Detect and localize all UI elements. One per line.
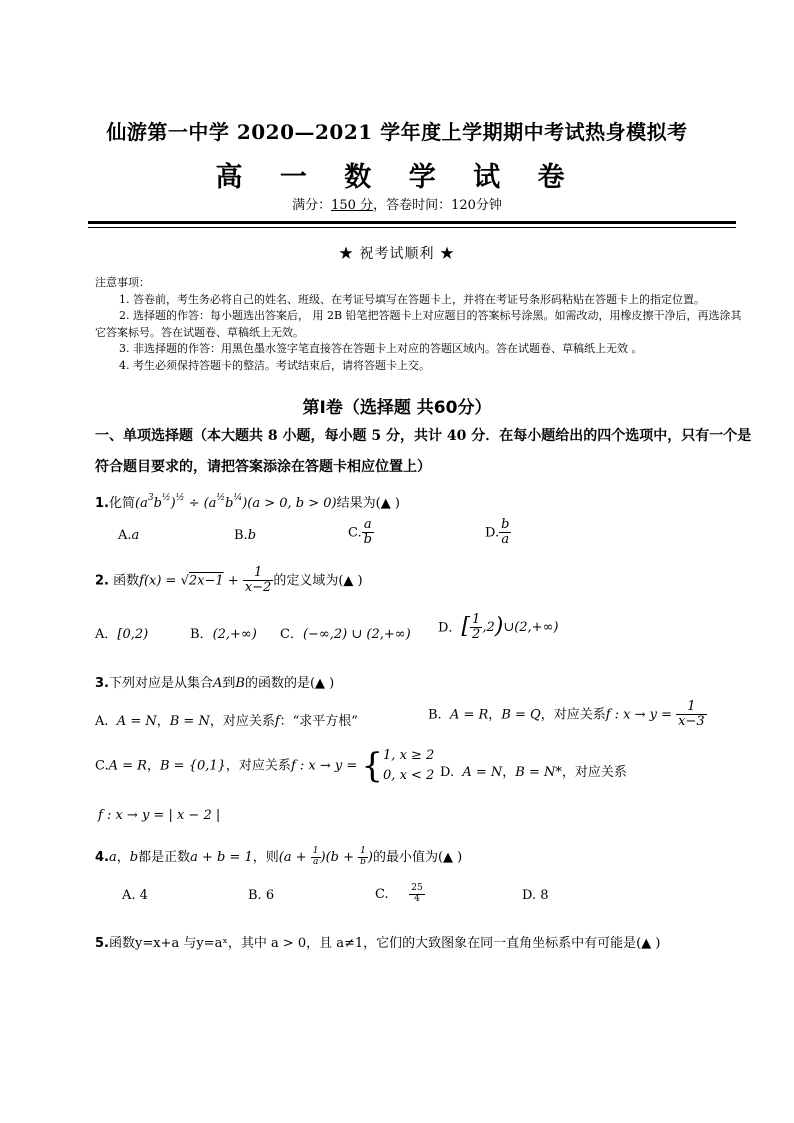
question-text: 化简	[108, 496, 135, 511]
notes-heading: 注意事项：	[95, 276, 150, 289]
q4-option-a: A. 4	[122, 888, 148, 903]
question-5	[95, 932, 660, 951]
math-expression: $(a^3b^{\frac{1}{2}})^{\frac{1}{2}} \div (a^{\frac{1}{2}}b^{\frac{1}{4}})(a > 0$, b > 0)	[135, 493, 337, 511]
divider-thick	[88, 221, 736, 224]
question-text: 结果为(▲ )	[336, 496, 400, 511]
q3-option-d-cont: f : x → y = | x − 2 |	[98, 808, 221, 823]
q2-option-c: C．(−∞,2) ∪ (2,+∞)	[280, 627, 411, 642]
q1-option-b: B.b	[234, 528, 257, 543]
q2-option-b: B．(2,+∞)	[190, 627, 257, 642]
question-number: 4.	[95, 850, 109, 865]
section1-instructions-cont: 符合题目要求的，请把答案添涂在答题卡相应位置上）	[95, 459, 431, 475]
question-4: 4.a，b都是正数a + b = 1，则(a + $\frac{1}{a}$ )(b + $\frac{1}{b}$ )的最小值为(▲ )	[95, 846, 463, 867]
section1-instructions: 一、单项选择题（本大题共 8 小题，每小题 5 分，共计 40 分．在每小题给出的四个选项中，只有一个是	[95, 428, 752, 444]
q3-option-c: C.A = R，B = {0,1}，对应关系f : x → y = { 1, x ≥ 2 0, x < 2	[95, 746, 435, 786]
note-item: 2. 选择题的作答：每小题选出答案后， 用 2B 铅笔把答题卡上对应题目的答案标号涂黑。如需改动，用橡皮擦干净后，再选涂其它答案标号。答在试题卷、草稿纸上无效。	[95, 309, 742, 339]
q1-option-d: D. $\frac{b}{a}$	[485, 517, 510, 548]
question-number: 1.	[95, 496, 109, 511]
question-number: 2.	[95, 573, 109, 589]
math-expression: f(x) = √2x−1 +	[139, 573, 243, 589]
note-item: 4. 考生必须保持答题卡的整洁。考试结束后，请将答题卡上交。	[119, 358, 430, 372]
q3-option-d: D. A = N，B = N*，对应关系	[440, 765, 627, 780]
question-text: 函数y=x+a 与y=aˣ，其中 a > 0，且 a≠1，它们的大致图象在同一直角坐标系中有可能是(▲ )	[108, 936, 661, 951]
note-item: 1. 答卷前，考生务必将自己的姓名、班级、在考证号填写在答题卡上，并将在考证号条形码粘贴在答题卡上的指定位置。	[119, 292, 705, 306]
question-number: 3.	[95, 676, 109, 691]
question-number: 5.	[95, 936, 109, 951]
question-text: 的定义域为(▲ )	[273, 573, 363, 589]
q4-option-c: C. $\frac{25}{4}$	[375, 883, 423, 904]
time-label: ，答卷时间：120分钟	[373, 198, 502, 213]
q1-option-c: C. $\frac{a}{b}$	[348, 517, 372, 548]
q2-option-a: A．[0,2)	[95, 627, 149, 642]
exam-info	[0, 194, 794, 213]
score-value: 150 分	[331, 198, 374, 213]
question-text: 函数	[113, 573, 140, 589]
exam-title: 仙游第一中学 2020—2021 学年度上学期期中考试热身模拟考	[106, 120, 688, 144]
notes-block	[95, 275, 750, 374]
part1-title: 第Ⅰ卷（选择题 共60分）	[302, 398, 492, 418]
q3-option-a: A. A = N，B = N，对应关系f：“求平方根”	[95, 714, 358, 729]
q2-option-d: D．[ $\frac{1}{2}$ ,2)∪(2,+∞)	[438, 612, 559, 643]
q1-option-a: A.a	[118, 528, 140, 543]
q4-option-d: D. 8	[522, 888, 549, 903]
question-2: 2. 函数f(x) = √2x−1 + $\frac{1}{x-2}$ 的定义域为(▲ )	[95, 565, 363, 596]
score-label: 满分：	[292, 198, 332, 213]
q4-option-b: B. 6	[248, 888, 275, 903]
subject-title: 高 一 数 学 试 卷	[215, 162, 579, 193]
note-item: 3. 非选择题的作答：用黑色墨水签字笔直接答在答题卡上对应的答题区域内。答在试题卷、草稿纸上无效 。	[119, 342, 643, 355]
divider-thin	[88, 227, 736, 228]
q3-option-b: B. A = R，B = Q，对应关系f : x → y = $\frac{1}{x-3}$	[428, 699, 705, 730]
question-1	[95, 492, 400, 511]
good-luck-banner: ★ 祝考试顺利 ★	[339, 246, 455, 262]
question-3: 3.下列对应是从集合A到B的函数的是(▲ )	[95, 676, 335, 691]
